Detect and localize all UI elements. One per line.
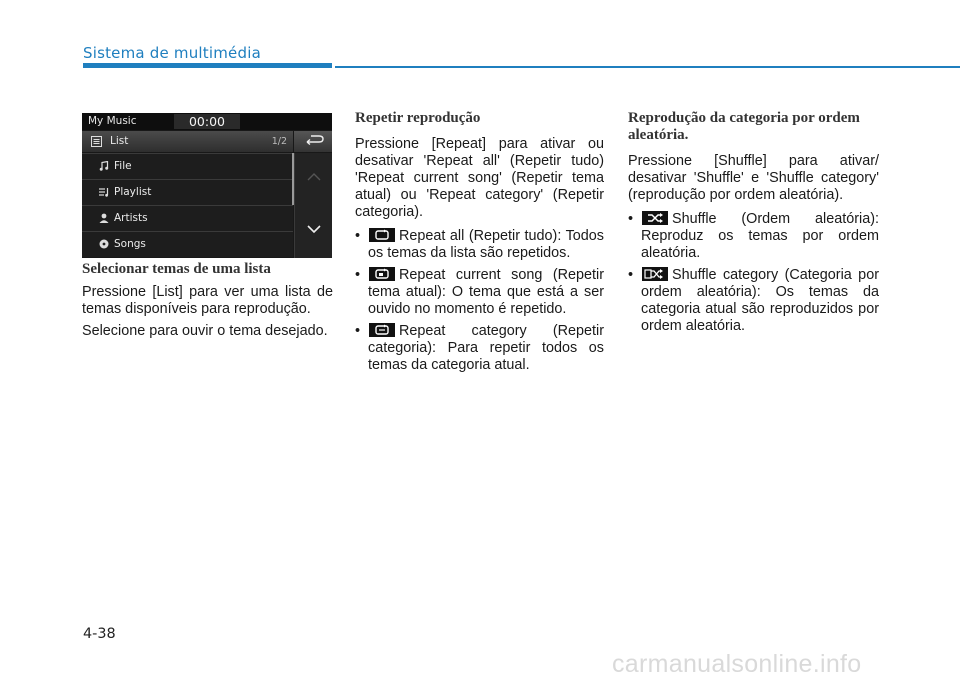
list-item-label: Playlist — [114, 186, 152, 198]
bullet-repeat-one: • Repeat current song (Repetir tema atual): O tema que está a ser ouvido no momento é repetido. — [355, 267, 604, 317]
list-item[interactable] — [82, 231, 293, 257]
page-number: 4-38 — [83, 626, 116, 642]
bullet-repeat-all: • Repeat all (Repetir tudo): Todos os temas da lista são repetidos. — [355, 228, 604, 261]
back-icon — [294, 131, 332, 152]
app-title: My Music — [88, 115, 137, 127]
heading-shuffle: Reprodução da categoria por ordem aleatória. — [628, 110, 860, 143]
chevron-up-icon[interactable] — [295, 153, 332, 205]
page-indicator: 1/2 — [271, 136, 287, 147]
list-item-label: Songs — [114, 238, 146, 250]
scroll-controls — [294, 153, 332, 258]
shuffle-icon — [642, 211, 668, 225]
bullet-text: Shuffle category (Categoria por ordem aleatória): Os temas da categoria atual são reproduzidos por ordem aleatória. — [641, 267, 879, 334]
heading-repeat: Repetir reprodução — [355, 110, 481, 126]
chevron-down-icon[interactable] — [295, 205, 332, 257]
list-item[interactable] — [82, 205, 293, 231]
repeat-one-icon — [369, 267, 395, 281]
list-item[interactable] — [82, 153, 293, 179]
repeat-all-icon — [369, 228, 395, 242]
header-rule-thick — [83, 63, 332, 68]
column-1 — [82, 261, 333, 345]
playlist-icon — [99, 187, 109, 197]
paragraph: Pressione [Shuffle] para ativar/ desativar 'Shuffle' e 'Shuffle category' (reprodução por ordem aleatória). — [628, 153, 879, 203]
bullet-text: Repeat current song (Repetir tema atual): O tema que está a ser ouvido no momento é repetido. — [368, 267, 604, 317]
disc-icon — [99, 239, 109, 249]
paragraph: Selecione para ouvir o tema desejado. — [82, 323, 328, 339]
header-rule-thin — [335, 66, 960, 68]
watermark: carmanualsonline.info — [612, 650, 862, 678]
bullet-shuffle: • Shuffle (Ordem aleatória): Reproduz os temas por ordem aleatória. — [628, 211, 879, 261]
bullet-text: Repeat category (Repetir categoria): Para repetir todos os temas da categoria atual. — [368, 323, 604, 373]
music-screen-figure — [82, 113, 332, 258]
note-icon — [99, 161, 109, 171]
column-3 — [628, 110, 879, 340]
bullet-shuffle-category: • Shuffle category (Categoria por ordem aleatória): Os temas da categoria atual são reproduzidos por ordem aleatória. — [628, 267, 879, 334]
column-2 — [355, 110, 604, 379]
list-label: List — [110, 135, 129, 147]
bullet-text: Repeat all (Repetir tudo): Todos os temas da lista são repetidos. — [368, 228, 604, 261]
paragraph: Pressione [List] para ver uma lista de temas disponíveis para reprodução. — [82, 284, 333, 317]
section-title: Sistema de multimédia — [83, 44, 261, 62]
shuffle-category-icon — [642, 267, 668, 281]
list-item[interactable] — [82, 179, 293, 205]
person-icon — [99, 213, 109, 223]
repeat-category-icon — [369, 323, 395, 337]
paragraph: Pressione [Repeat] para ativar ou desativar 'Repeat all' (Repetir tudo) 'Repeat current song' (Repetir tema atual) ou 'Repeat category' (Repetir categoria). — [355, 136, 604, 220]
list-icon — [91, 136, 102, 147]
bullet-repeat-category: • Repeat category (Repetir categoria): Para repetir todos os temas da categoria atual. — [355, 323, 604, 373]
bullet-text: Shuffle (Ordem aleatória): Reproduz os temas por ordem aleatória. — [641, 211, 879, 261]
clock: 00:00 — [174, 114, 240, 129]
list-button[interactable] — [82, 131, 293, 152]
list-item-label: Artists — [114, 212, 148, 224]
status-bar — [82, 113, 332, 130]
list-item-label: File — [114, 160, 132, 172]
back-button[interactable] — [294, 131, 332, 152]
heading-select-list: Selecionar temas de uma lista — [82, 261, 271, 277]
